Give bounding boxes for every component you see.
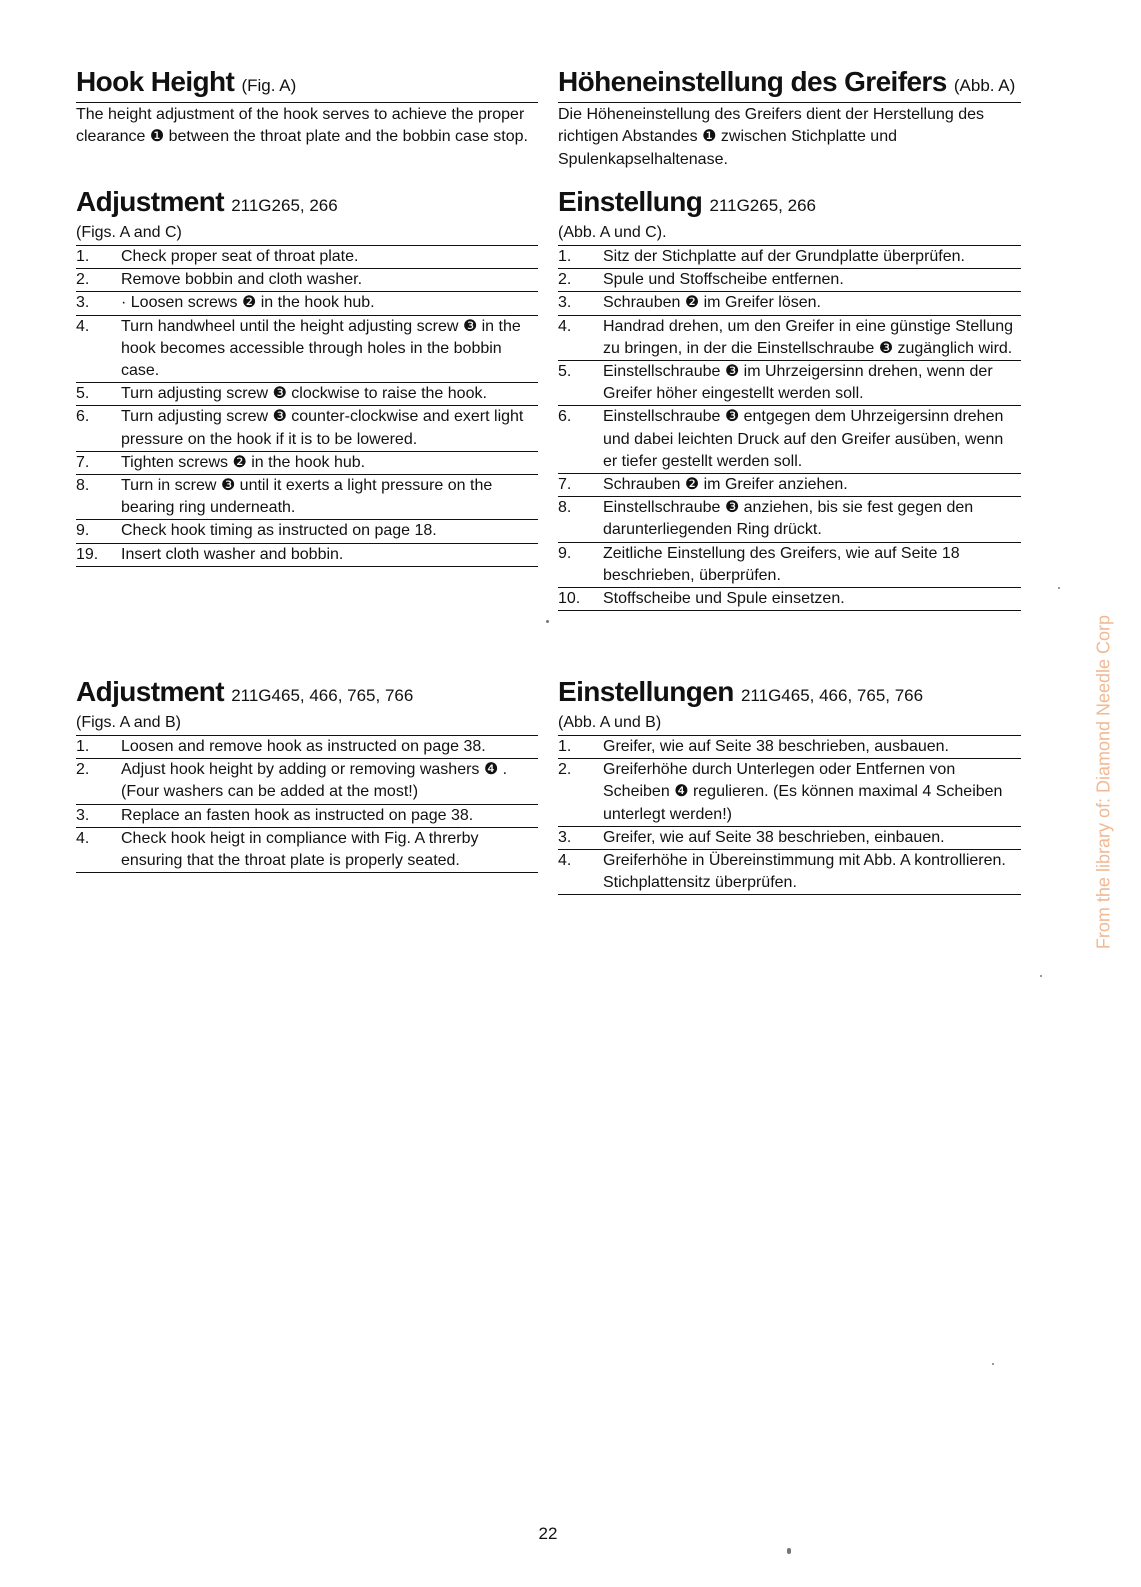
step-number: 3.	[558, 294, 572, 312]
step-number: 10.	[558, 590, 581, 608]
scan-speck	[992, 1363, 994, 1365]
de-adjustment-1-models: 211G265, 266	[709, 196, 816, 215]
step-number: 2.	[558, 271, 572, 289]
de-adjustment-1-title	[558, 186, 1021, 222]
de-adjustment-1-steps	[558, 245, 1021, 611]
step-text: Einstellschraube ❸ entgegen dem Uhrzeigersinn drehen und dabei leichten Druck auf den Greifer ausüben, wenn er tiefer gestellt werden soll.	[603, 408, 1004, 470]
de-adj2-step-1	[558, 736, 1021, 759]
step-number: 3.	[76, 294, 90, 312]
step-text: Replace an fasten hook as instructed on page 38.	[121, 806, 474, 824]
en-adjustment-1-title	[76, 186, 538, 222]
de-adjustment-1-figs: (Abb. A und C).	[558, 224, 667, 241]
de-adjustment-2-models: 211G465, 466, 765, 766	[740, 686, 924, 705]
step-number: 3.	[76, 806, 90, 824]
de-adj1-step-1	[558, 246, 1021, 269]
en-adj1-step-2	[76, 269, 538, 292]
de-adj1-step-9	[558, 543, 1021, 588]
step-number: 19.	[76, 545, 99, 563]
de-adj2-step-3	[558, 827, 1021, 850]
en-adjustment-2-title-text: Adjustment	[76, 676, 225, 707]
de-hook-height-rule	[558, 102, 1021, 103]
step-number: 1.	[76, 738, 90, 755]
step-number: 4.	[558, 317, 572, 335]
scan-speck	[1040, 975, 1042, 977]
step-text: Check hook timing as instructed on page 18.	[121, 522, 437, 540]
step-text: Sitz der Stichplatte auf der Grundplatte überprüfen.	[603, 248, 965, 265]
step-number: 4.	[76, 829, 90, 847]
step-text: Zeitliche Einstellung des Greifers, wie auf Seite 18 beschrieben, überprüfen.	[603, 544, 960, 584]
en-adj1-step-1	[76, 246, 538, 269]
step-text: Schrauben ❷ im Greifer lösen.	[603, 294, 821, 312]
de-adjustment-2-title-text: Einstellungen	[558, 676, 734, 707]
scan-speck	[1058, 587, 1060, 589]
de-adjustment-2-section	[558, 676, 1021, 895]
en-adj1-step-7	[76, 452, 538, 475]
de-hook-height-fig-ref: (Abb. A)	[953, 76, 1016, 95]
step-text: Schrauben ❷ im Greifer anziehen.	[603, 476, 848, 494]
step-text: Turn adjusting screw ❸ counter-clockwise and exert light pressure on the hook if it is to be lowered.	[121, 408, 524, 448]
step-text: Turn adjusting screw ❸ clockwise to raise the hook.	[121, 385, 487, 403]
en-hook-height-intro: The height adjustment of the hook serves to achieve the proper clearance ❶ between the throat plate and the bobbin case stop.	[76, 106, 528, 146]
step-text: Adjust hook height by adding or removing washers ❹ . (Four washers can be added at the most!)	[121, 761, 508, 801]
en-adjustment-1-figs: (Figs. A and C)	[76, 224, 182, 241]
en-adjustment-1-title-text: Adjustment	[76, 186, 225, 217]
de-adj2-step-2	[558, 759, 1021, 827]
en-hook-height-title-text: Hook Height	[76, 66, 235, 97]
de-adjustment-2-steps	[558, 735, 1021, 895]
step-number: 5.	[558, 363, 572, 381]
library-watermark: From the library of: Diamond Needle Corp	[1093, 614, 1114, 950]
step-text: Greiferhöhe in Übereinstimmung mit Abb. A kontrollieren. Stichplattensitz überprüfen.	[603, 852, 1006, 892]
step-text: Greiferhöhe durch Unterlegen oder Entfernen von Scheiben ❹ regulieren. (Es können maximal 4 Scheiben unterlegt werden!)	[603, 761, 1003, 823]
en-adj1-step-9	[76, 520, 538, 543]
scan-speck	[546, 620, 549, 623]
en-adj1-step-3	[76, 292, 538, 315]
en-adj2-step-4	[76, 828, 538, 873]
de-adj1-step-5	[558, 361, 1021, 406]
de-adjustment-1-title-text: Einstellung	[558, 186, 703, 217]
de-adj1-step-8	[558, 497, 1021, 542]
step-number: 1.	[558, 248, 572, 265]
scan-speck	[787, 1548, 791, 1554]
en-adjustment-2-models: 211G465, 466, 765, 766	[231, 686, 414, 705]
step-text: Insert cloth washer and bobbin.	[121, 545, 344, 563]
de-adj1-step-2	[558, 269, 1021, 292]
step-text: Handrad drehen, um den Greifer in eine günstige Stellung zu bringen, in der die Einstellschraube ❸ zugänglich wird.	[603, 317, 1014, 357]
en-adj1-step-5	[76, 383, 538, 406]
step-text: Einstellschraube ❸ im Uhrzeigersinn drehen, wenn der Greifer höher eingestellt werden soll.	[603, 363, 993, 403]
step-text: Remove bobbin and cloth washer.	[121, 271, 363, 289]
de-adjustment-1-section	[558, 186, 1021, 611]
de-adj1-step-6	[558, 406, 1021, 474]
step-number: 4.	[76, 317, 90, 335]
step-number: 2.	[558, 761, 572, 779]
en-adjustment-2-title	[76, 676, 538, 712]
en-adj2-step-3	[76, 805, 538, 828]
en-adj1-step-4	[76, 316, 538, 384]
step-text: Turn in screw ❸ until it exerts a light pressure on the bearing ring underneath.	[121, 477, 493, 517]
en-adjustment-1-section	[76, 186, 538, 567]
en-adj1-step-8	[76, 475, 538, 520]
step-number: 1.	[76, 248, 90, 265]
step-number: 8.	[558, 499, 572, 517]
en-hook-height-fig-ref: (Fig. A)	[241, 76, 297, 95]
de-hook-height-intro: Die Höheneinstellung des Greifers dient der Herstellung des richtigen Abstandes ❶ zwischen Stichplatte und Spulenkapselhaltenase.	[558, 106, 985, 168]
step-text: Tighten screws ❷ in the hook hub.	[121, 453, 366, 471]
en-adj1-step-10	[76, 544, 538, 567]
step-text: Turn handwheel until the height adjusting screw ❸ in the hook becomes accessible through holes in the bobbin case.	[121, 317, 521, 380]
step-text: Einstellschraube ❸ anziehen, bis sie fest gegen den darunterliegenden Ring drückt.	[603, 499, 974, 539]
step-number: 9.	[558, 544, 572, 562]
step-number: 5.	[76, 385, 90, 403]
step-number: 2.	[76, 761, 90, 779]
en-adjustment-1-steps	[76, 245, 538, 567]
de-adj1-step-10	[558, 588, 1021, 611]
de-adjustment-2-title	[558, 676, 1021, 712]
step-text: Check proper seat of throat plate.	[121, 248, 359, 265]
step-number: 8.	[76, 477, 90, 495]
step-number: 7.	[76, 453, 90, 471]
step-text: Greifer, wie auf Seite 38 beschrieben, einbauen.	[603, 828, 945, 846]
de-adjustment-2-figs: (Abb. A und B)	[558, 714, 662, 731]
step-number: 1.	[558, 738, 572, 755]
step-text: Spule und Stoffscheibe entfernen.	[603, 271, 844, 289]
de-hook-height-title-text: Höheneinstellung des Greifers	[558, 66, 947, 97]
step-number: 6.	[558, 408, 572, 426]
step-number: 9.	[76, 522, 90, 540]
de-adj1-step-3	[558, 292, 1021, 315]
step-text: Stoffscheibe und Spule einsetzen.	[603, 590, 845, 608]
step-number: 6.	[76, 408, 90, 426]
step-text: Greifer, wie auf Seite 38 beschrieben, ausbauen.	[603, 738, 949, 755]
en-adjustment-2-section	[76, 676, 538, 873]
step-number: 4.	[558, 852, 572, 870]
en-hook-height-section	[76, 66, 538, 149]
de-adj2-step-4	[558, 850, 1021, 895]
page-number: 22	[538, 1524, 558, 1543]
en-adjustment-2-steps	[76, 735, 538, 873]
en-adjustment-1-models: 211G265, 266	[231, 196, 338, 215]
step-number: 3.	[558, 828, 572, 846]
de-adj1-step-7	[558, 474, 1021, 497]
step-text: · Loosen screws ❷ in the hook hub.	[121, 294, 375, 312]
step-number: 2.	[76, 271, 90, 289]
step-text: Loosen and remove hook as instructed on page 38.	[121, 738, 486, 755]
de-hook-height-section	[558, 66, 1021, 171]
step-text: Check hook heigt in compliance with Fig. A threrby ensuring that the throat plate is properly seated.	[121, 829, 479, 870]
en-hook-height-rule	[76, 102, 538, 103]
step-number: 7.	[558, 476, 572, 494]
en-adj2-step-1	[76, 736, 538, 759]
en-hook-height-title	[76, 66, 538, 102]
en-adj1-step-6	[76, 406, 538, 451]
en-adjustment-2-figs: (Figs. A and B)	[76, 714, 181, 731]
de-hook-height-title	[558, 66, 1021, 102]
de-adj1-step-4	[558, 316, 1021, 361]
en-adj2-step-2	[76, 759, 538, 804]
